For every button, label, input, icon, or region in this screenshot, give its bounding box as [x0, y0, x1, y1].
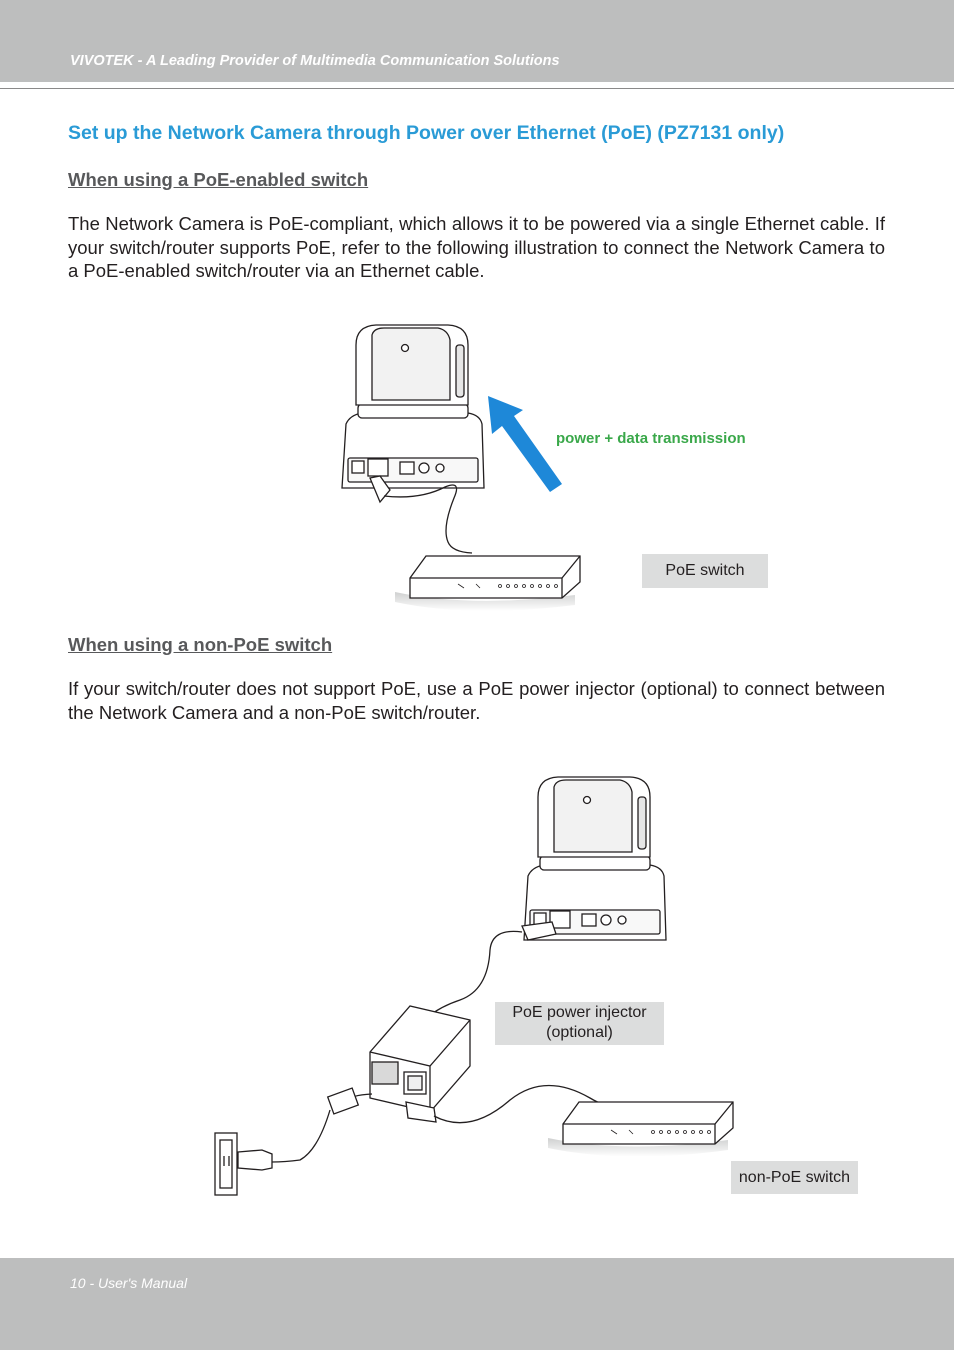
non-poe-switch-label-text: non-PoE switch — [738, 1169, 851, 1186]
injector-label-line1: PoE power injector — [512, 1004, 647, 1021]
power-data-arrow — [488, 396, 562, 492]
poe-switch-label — [642, 554, 768, 588]
header-brand: VIVOTEK - A Leading Provider of Multimedia Communication Solutions — [70, 53, 560, 69]
footer-band — [0, 1258, 954, 1350]
wall-outlet — [215, 1133, 272, 1195]
power-data-label: power + data transmission — [556, 430, 746, 447]
poe-switch-device — [395, 556, 580, 611]
poe-switch-label-text: PoE switch — [665, 562, 745, 579]
camera-illustration-1 — [342, 325, 484, 553]
camera-illustration-2 — [415, 777, 666, 1030]
section-title: Set up the Network Camera through Power over Ethernet (PoE) (PZ7131 only) — [68, 122, 785, 144]
poe-heading: When using a PoE-enabled switch — [68, 169, 369, 190]
page-number: 10 - User's Manual — [70, 1275, 188, 1291]
injector-label — [495, 1002, 664, 1045]
non-poe-paragraph: If your switch/router does not support PoE, use a PoE power injector (optional) to connect between the Network Camera and a non-PoE switch/router. — [68, 678, 885, 723]
non-poe-heading: When using a non-PoE switch — [68, 634, 333, 655]
non-poe-switch-device — [548, 1102, 733, 1157]
poe-paragraph: The Network Camera is PoE-compliant, which allows it to be powered via a single Ethernet cable. If your switch/router supports PoE, refer to the following illustration to connect the Network Camera to a PoE-enabled switch/router via an Ethernet cable. — [68, 213, 885, 281]
injector-label-line2: (optional) — [546, 1024, 613, 1041]
non-poe-switch-label — [731, 1161, 858, 1194]
